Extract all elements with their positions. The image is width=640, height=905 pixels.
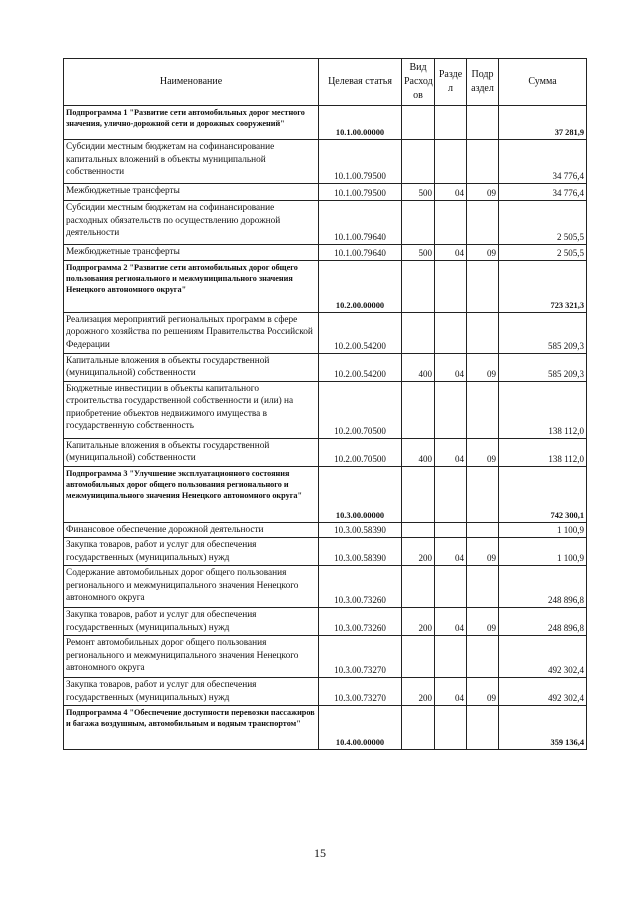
cell-name: Субсидии местным бюджетам на софинансирование расходных обязательств по осуществлению дорожной деятельности [64, 201, 319, 245]
header-rz: Разде л [435, 59, 467, 106]
cell-rz [435, 381, 467, 438]
cell-pr [467, 381, 499, 438]
table-row [64, 566, 587, 608]
cell-code: 10.3.00.73270 [319, 678, 402, 706]
cell-amount: 2 505,5 [499, 201, 587, 245]
table-row [64, 106, 587, 140]
cell-rz [435, 566, 467, 608]
cell-name: Реализация мероприятий региональных программ в сфере дорожного хозяйства по решениям Правительства Российской Федерации [64, 312, 319, 353]
cell-pr [467, 312, 499, 353]
table-row [64, 608, 587, 636]
cell-vr: 500 [402, 245, 435, 261]
cell-rz: 04 [435, 538, 467, 566]
cell-name: Межбюджетные трансферты [64, 245, 319, 261]
cell-amount: 138 112,0 [499, 438, 587, 466]
cell-code: 10.2.00.00000 [319, 260, 402, 312]
cell-rz [435, 260, 467, 312]
cell-pr: 09 [467, 353, 499, 381]
budget-table [63, 58, 587, 750]
cell-amount: 2 505,5 [499, 245, 587, 261]
header-pr: Подр аздел [467, 59, 499, 106]
cell-vr [402, 201, 435, 245]
cell-code: 10.2.00.70500 [319, 438, 402, 466]
cell-rz [435, 140, 467, 184]
cell-code: 10.1.00.79640 [319, 245, 402, 261]
table-body [64, 106, 587, 750]
cell-pr [467, 140, 499, 184]
cell-name: Капитальные вложения в объекты государственной (муниципальной) собственности [64, 438, 319, 466]
cell-name: Закупка товаров, работ и услуг для обеспечения государственных (муниципальных) нужд [64, 678, 319, 706]
cell-rz [435, 636, 467, 678]
cell-pr: 09 [467, 184, 499, 201]
cell-code: 10.2.00.54200 [319, 353, 402, 381]
cell-pr: 09 [467, 538, 499, 566]
cell-name: Закупка товаров, работ и услуг для обеспечения государственных (муниципальных) нужд [64, 538, 319, 566]
cell-vr: 400 [402, 353, 435, 381]
header-code: Целевая статья [319, 59, 402, 106]
table-row [64, 140, 587, 184]
cell-rz: 04 [435, 245, 467, 261]
table-row [64, 260, 587, 312]
cell-pr [467, 106, 499, 140]
cell-vr [402, 260, 435, 312]
header-name: Наименование [64, 59, 319, 106]
table-row [64, 636, 587, 678]
cell-amount: 138 112,0 [499, 381, 587, 438]
cell-pr [467, 466, 499, 522]
cell-vr: 200 [402, 538, 435, 566]
cell-name: Подпрограмма 2 "Развитие сети автомобильных дорог общего пользования регионального и межмуниципального значения Ненецкого автономного округа" [64, 260, 319, 312]
cell-vr [402, 106, 435, 140]
cell-pr: 09 [467, 245, 499, 261]
cell-pr: 09 [467, 678, 499, 706]
table-row [64, 353, 587, 381]
cell-rz [435, 706, 467, 750]
cell-rz: 04 [435, 678, 467, 706]
cell-pr [467, 201, 499, 245]
cell-code: 10.3.00.58390 [319, 538, 402, 566]
cell-name: Финансовое обеспечение дорожной деятельности [64, 522, 319, 538]
cell-name: Закупка товаров, работ и услуг для обеспечения государственных (муниципальных) нужд [64, 608, 319, 636]
table-row [64, 678, 587, 706]
cell-amount: 492 302,4 [499, 678, 587, 706]
cell-name: Подпрограмма 4 "Обеспечение доступности перевозки пассажиров и багажа воздушным, автомобильным и водным транспортом" [64, 706, 319, 750]
cell-vr [402, 706, 435, 750]
cell-amount: 585 209,3 [499, 353, 587, 381]
header-amount: Сумма [499, 59, 587, 106]
cell-amount: 742 300,1 [499, 466, 587, 522]
cell-amount: 585 209,3 [499, 312, 587, 353]
table-row [64, 522, 587, 538]
cell-vr [402, 636, 435, 678]
cell-amount: 34 776,4 [499, 140, 587, 184]
cell-amount: 34 776,4 [499, 184, 587, 201]
table-row [64, 538, 587, 566]
cell-amount: 37 281,9 [499, 106, 587, 140]
cell-vr [402, 522, 435, 538]
cell-code: 10.3.00.73270 [319, 636, 402, 678]
cell-pr [467, 522, 499, 538]
cell-rz [435, 522, 467, 538]
cell-code: 10.1.00.79640 [319, 201, 402, 245]
cell-code: 10.2.00.70500 [319, 381, 402, 438]
cell-vr: 400 [402, 438, 435, 466]
cell-pr: 09 [467, 438, 499, 466]
cell-pr [467, 260, 499, 312]
cell-vr [402, 466, 435, 522]
cell-rz: 04 [435, 353, 467, 381]
cell-code: 10.3.00.73260 [319, 608, 402, 636]
cell-code: 10.1.00.00000 [319, 106, 402, 140]
table-row [64, 245, 587, 261]
cell-rz: 04 [435, 438, 467, 466]
table-row [64, 381, 587, 438]
cell-pr: 09 [467, 608, 499, 636]
cell-pr [467, 706, 499, 750]
cell-code: 10.1.00.79500 [319, 140, 402, 184]
cell-code: 10.3.00.00000 [319, 466, 402, 522]
cell-rz: 04 [435, 184, 467, 201]
cell-code: 10.4.00.00000 [319, 706, 402, 750]
cell-name: Капитальные вложения в объекты государственной (муниципальной) собственности [64, 353, 319, 381]
cell-code: 10.3.00.73260 [319, 566, 402, 608]
cell-vr: 500 [402, 184, 435, 201]
cell-name: Подпрограмма 3 "Улучшение эксплуатационного состояния автомобильных дорог общего пользования регионального и межмуниципального значения Ненецкого автономного округа" [64, 466, 319, 522]
table-header-row [64, 59, 587, 106]
cell-amount: 492 302,4 [499, 636, 587, 678]
cell-vr: 200 [402, 608, 435, 636]
cell-vr [402, 312, 435, 353]
page-number: 15 [314, 846, 326, 860]
table-row [64, 438, 587, 466]
cell-vr [402, 381, 435, 438]
cell-name: Субсидии местным бюджетам на софинансирование капитальных вложений в объекты муниципальной собственности [64, 140, 319, 184]
cell-name: Содержание автомобильных дорог общего пользования регионального и межмуниципального значения Ненецкого автономного округа [64, 566, 319, 608]
table-row [64, 466, 587, 522]
cell-code: 10.1.00.79500 [319, 184, 402, 201]
cell-rz: 04 [435, 608, 467, 636]
cell-pr [467, 566, 499, 608]
cell-name: Подпрограмма 1 "Развитие сети автомобильных дорог местного значения, улично-дорожной сети и дорожных сооружений" [64, 106, 319, 140]
cell-vr [402, 140, 435, 184]
table-row [64, 201, 587, 245]
cell-rz [435, 201, 467, 245]
header-vr: Вид Расход ов [402, 59, 435, 106]
cell-vr: 200 [402, 678, 435, 706]
cell-code: 10.3.00.58390 [319, 522, 402, 538]
cell-rz [435, 466, 467, 522]
cell-amount: 1 100,9 [499, 538, 587, 566]
cell-amount: 248 896,8 [499, 566, 587, 608]
cell-code: 10.2.00.54200 [319, 312, 402, 353]
table-row [64, 706, 587, 750]
cell-name: Ремонт автомобильных дорог общего пользования регионального и межмуниципального значения Ненецкого автономного округа [64, 636, 319, 678]
cell-amount: 1 100,9 [499, 522, 587, 538]
cell-name: Межбюджетные трансферты [64, 184, 319, 201]
cell-name: Бюджетные инвестиции в объекты капитального строительства государственной собственности и (или) на приобретение объектов недвижимого имущества в государственную собственность [64, 381, 319, 438]
cell-vr [402, 566, 435, 608]
table-row [64, 312, 587, 353]
cell-amount: 723 321,3 [499, 260, 587, 312]
cell-amount: 359 136,4 [499, 706, 587, 750]
table-row [64, 184, 587, 201]
cell-pr [467, 636, 499, 678]
cell-rz [435, 106, 467, 140]
cell-rz [435, 312, 467, 353]
cell-amount: 248 896,8 [499, 608, 587, 636]
